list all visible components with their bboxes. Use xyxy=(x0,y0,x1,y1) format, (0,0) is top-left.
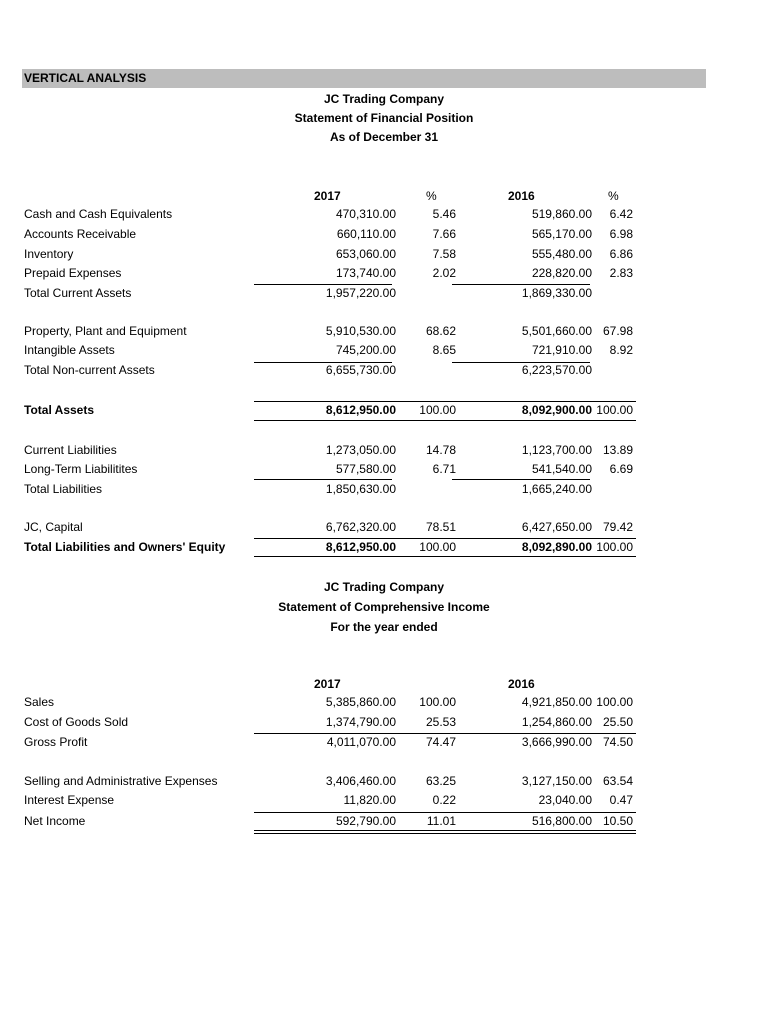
sfp-cell-b: 1,665,240.00 xyxy=(521,482,592,496)
sfp-header-2016: 2016 xyxy=(508,189,535,203)
sci-label: Sales xyxy=(24,695,55,709)
rule-line xyxy=(254,479,392,480)
sci-cell-a: 592,790.00 xyxy=(335,814,396,828)
sci-header-2017: 2017 xyxy=(314,677,341,691)
sfp-label: Total Non-current Assets xyxy=(24,363,155,377)
sfp-label: Accounts Receivable xyxy=(24,227,137,241)
sfp-cell-b: 1,123,700.00 xyxy=(521,443,592,457)
sfp-cell-a: 8,612,950.00 xyxy=(325,540,396,554)
sci-title: Statement of Comprehensive Income xyxy=(278,600,490,614)
sfp-company: JC Trading Company xyxy=(323,92,445,106)
sfp-cell-ap: 7.58 xyxy=(432,247,456,261)
sfp-cell-b: 228,820.00 xyxy=(531,266,592,280)
sfp-cell-a: 660,110.00 xyxy=(336,227,396,241)
sci-cell-b: 23,040.00 xyxy=(538,793,592,807)
sfp-cell-ap: 68.62 xyxy=(425,324,456,338)
rule-line xyxy=(254,401,454,402)
sfp-cell-a: 8,612,950.00 xyxy=(325,403,396,417)
sfp-date: As of December 31 xyxy=(329,130,439,144)
rule-line xyxy=(254,284,392,285)
sfp-cell-a: 173,740.00 xyxy=(335,266,396,280)
sfp-cell-b: 541,540.00 xyxy=(531,462,592,476)
sci-cell-bp: 25.50 xyxy=(602,715,633,729)
sci-cell-b: 3,127,150.00 xyxy=(521,774,592,788)
sfp-cell-bp: 6.69 xyxy=(609,462,633,476)
sci-cell-a: 5,385,860.00 xyxy=(325,695,396,709)
sci-cell-a: 11,820.00 xyxy=(343,793,396,807)
sci-cell-b: 3,666,990.00 xyxy=(521,735,592,749)
rule-line xyxy=(452,420,636,421)
sfp-cell-b: 8,092,900.00 xyxy=(521,403,592,417)
rule-line xyxy=(254,830,454,831)
sfp-label: Total Liabilities xyxy=(24,482,103,496)
sfp-cell-bp: 100.00 xyxy=(596,540,633,554)
sfp-cell-a: 1,273,050.00 xyxy=(325,443,396,457)
sci-cell-ap: 11.01 xyxy=(426,814,456,828)
sfp-cell-a: 1,850,630.00 xyxy=(325,482,396,496)
sfp-cell-a: 577,580.00 xyxy=(335,462,396,476)
sci-label: Cost of Goods Sold xyxy=(24,715,129,729)
sfp-cell-ap: 6.71 xyxy=(432,462,456,476)
sfp-cell-b: 5,501,660.00 xyxy=(521,324,592,338)
sci-label: Net Income xyxy=(24,814,86,828)
sfp-cell-a: 653,060.00 xyxy=(335,247,396,261)
sci-cell-b: 516,800.00 xyxy=(531,814,592,828)
sci-cell-bp: 0.47 xyxy=(609,793,633,807)
rule-line xyxy=(254,420,454,421)
sci-cell-b: 1,254,860.00 xyxy=(521,715,592,729)
sfp-label: Cash and Cash Equivalents xyxy=(24,207,173,221)
sci-company: JC Trading Company xyxy=(323,580,445,594)
rule-line xyxy=(254,538,454,539)
rule-line xyxy=(452,733,636,734)
sfp-cell-ap: 78.51 xyxy=(425,520,456,534)
sfp-label: Prepaid Expenses xyxy=(24,266,122,280)
sci-date: For the year ended xyxy=(330,620,438,634)
sfp-cell-ap: 14.78 xyxy=(425,443,456,457)
sci-cell-a: 3,406,460.00 xyxy=(325,774,396,788)
sfp-cell-ap: 8.65 xyxy=(432,343,456,357)
rule-line xyxy=(254,556,454,557)
sfp-label: Total Current Assets xyxy=(24,286,132,300)
sci-label: Gross Profit xyxy=(24,735,88,749)
sci-cell-ap: 63.25 xyxy=(425,774,456,788)
rule-line xyxy=(452,812,636,813)
rule-line xyxy=(452,284,590,285)
rule-line xyxy=(254,362,392,363)
sfp-cell-bp: 67.98 xyxy=(602,324,633,338)
rule-line xyxy=(452,833,636,834)
sfp-cell-bp: 6.86 xyxy=(609,247,633,261)
sfp-cell-b: 8,092,890.00 xyxy=(521,540,592,554)
rule-line xyxy=(452,556,636,557)
sfp-cell-a: 470,310.00 xyxy=(335,207,396,221)
rule-line xyxy=(452,362,590,363)
rule-line xyxy=(452,830,636,831)
rule-line xyxy=(254,812,454,813)
sci-cell-bp: 74.50 xyxy=(602,735,633,749)
sfp-label: JC, Capital xyxy=(24,520,83,534)
rule-line xyxy=(452,538,636,539)
sfp-cell-a: 745,200.00 xyxy=(335,343,396,357)
section-banner: VERTICAL ANALYSIS xyxy=(22,69,706,88)
sci-cell-a: 1,374,790.00 xyxy=(325,715,396,729)
sfp-cell-bp: 2.83 xyxy=(609,266,633,280)
sfp-header-2017: 2017 xyxy=(314,189,341,203)
sfp-header-pct-2016: % xyxy=(608,189,619,203)
sci-cell-ap: 100.00 xyxy=(419,695,456,709)
sci-label: Selling and Administrative Expenses xyxy=(24,774,218,788)
rule-line xyxy=(452,479,590,480)
sfp-cell-b: 1,869,330.00 xyxy=(521,286,592,300)
sfp-cell-a: 5,910,530.00 xyxy=(325,324,396,338)
sfp-cell-b: 555,480.00 xyxy=(531,247,592,261)
rule-line xyxy=(452,401,636,402)
sfp-label: Long-Term Liabilitites xyxy=(24,462,138,476)
sfp-cell-ap: 100.00 xyxy=(419,540,456,554)
sfp-cell-ap: 100.00 xyxy=(419,403,456,417)
sfp-label: Total Assets xyxy=(24,403,95,417)
sci-header-2016: 2016 xyxy=(508,677,535,691)
sfp-cell-b: 6,427,650.00 xyxy=(521,520,592,534)
sci-cell-a: 4,011,070.00 xyxy=(326,735,396,749)
rule-line xyxy=(254,833,454,834)
sci-cell-ap: 74.47 xyxy=(425,735,456,749)
sfp-cell-a: 6,655,730.00 xyxy=(325,363,396,377)
sfp-cell-a: 6,762,320.00 xyxy=(325,520,396,534)
sci-cell-bp: 10.50 xyxy=(602,814,633,828)
sci-cell-ap: 25.53 xyxy=(425,715,456,729)
sci-label: Interest Expense xyxy=(24,793,115,807)
sfp-cell-bp: 79.42 xyxy=(602,520,633,534)
rule-line xyxy=(254,733,454,734)
sci-cell-bp: 100.00 xyxy=(596,695,633,709)
sfp-label: Intangible Assets xyxy=(24,343,115,357)
sfp-cell-bp: 100.00 xyxy=(596,403,633,417)
sci-cell-bp: 63.54 xyxy=(602,774,633,788)
sfp-label: Total Liabilities and Owners' Equity xyxy=(24,540,226,554)
sfp-cell-ap: 7.66 xyxy=(432,227,456,241)
sfp-cell-b: 6,223,570.00 xyxy=(521,363,592,377)
sfp-cell-bp: 6.42 xyxy=(609,207,633,221)
sfp-cell-ap: 5.46 xyxy=(432,207,456,221)
sfp-cell-ap: 2.02 xyxy=(432,266,456,280)
sfp-label: Current Liabilities xyxy=(24,443,117,457)
sfp-cell-bp: 13.89 xyxy=(602,443,633,457)
sfp-cell-bp: 8.92 xyxy=(609,343,633,357)
sfp-header-pct-2017: % xyxy=(426,189,437,203)
sfp-label: Property, Plant and Equipment xyxy=(24,324,187,338)
sfp-label: Inventory xyxy=(24,247,74,261)
sfp-cell-a: 1,957,220.00 xyxy=(325,286,396,300)
sfp-cell-bp: 6.98 xyxy=(609,227,633,241)
sci-cell-ap: 0.22 xyxy=(432,793,456,807)
sfp-cell-b: 721,910.00 xyxy=(531,343,592,357)
sfp-cell-b: 565,170.00 xyxy=(531,227,592,241)
sfp-cell-b: 519,860.00 xyxy=(531,207,592,221)
sfp-title: Statement of Financial Position xyxy=(294,111,474,125)
sci-cell-b: 4,921,850.00 xyxy=(521,695,592,709)
